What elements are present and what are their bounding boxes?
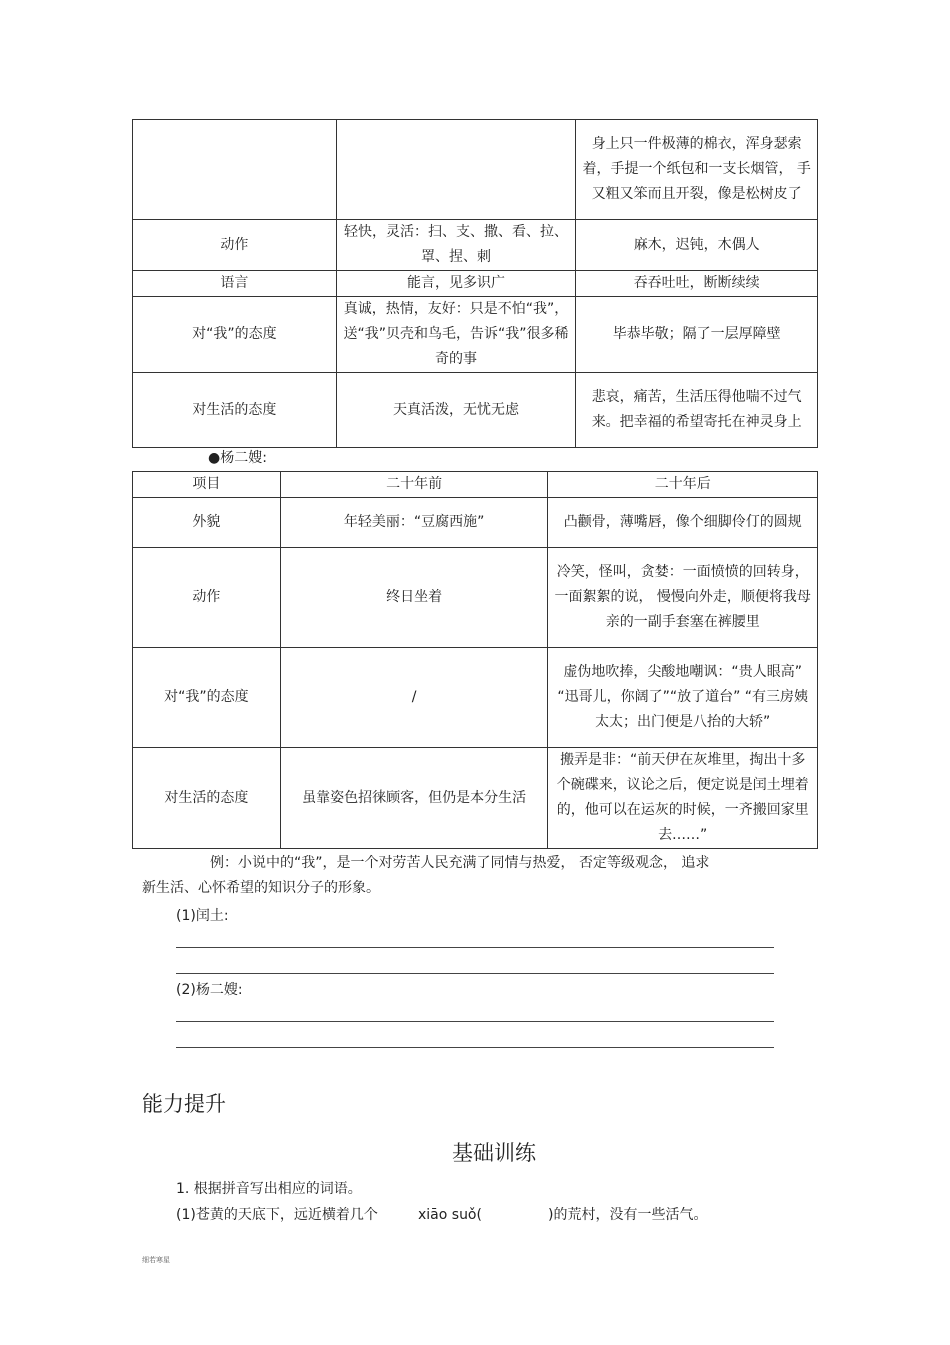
question-1-label: (1)闰土: [176, 908, 229, 924]
before-cell [336, 120, 576, 220]
row-label: 外貌 [133, 498, 281, 548]
after-cell: 搬弄是非：“前天伊在灰堆里，掏出十多个碗碟来，议论之后，便定说是闰土埋着的，他可以在运灰的时候，一齐搬回家里去……” [548, 748, 818, 849]
before-cell: 能言，见多识广 [336, 271, 576, 297]
before-cell: 年轻美丽：“豆腐西施” [280, 498, 548, 548]
footer-text: 细若寒星 [142, 1256, 170, 1264]
row-label: 对生活的态度 [133, 373, 337, 448]
after-cell: 吞吞吐吐，断断续续 [576, 271, 818, 297]
table-row [133, 373, 818, 448]
table-row [133, 748, 818, 849]
row-label: 对生活的态度 [133, 748, 281, 849]
table-row [133, 271, 818, 297]
after-cell: 身上只一件极薄的棉衣，浑身瑟索着，手提一个纸包和一支长烟管， 手又粗又笨而且开裂，像是松树皮了 [576, 120, 818, 220]
table-row [133, 120, 818, 220]
answer-lines-2[interactable] [176, 996, 774, 1048]
after-cell: 悲哀，痛苦，生活压得他喘不过气来。把幸福的希望寄托在神灵身上 [576, 373, 818, 448]
yang-heading: ●杨二嫂: [208, 450, 267, 466]
task-instruction: 1. 根据拼音写出相应的词语。 [176, 1181, 362, 1197]
after-cell: 毕恭毕敬；隔了一层厚障壁 [576, 297, 818, 373]
row-label: 动作 [133, 220, 337, 271]
header-after: 二十年后 [548, 472, 818, 498]
before-cell: / [280, 648, 548, 748]
question-2-label: (2)杨二嫂: [176, 982, 243, 998]
example-line-1: 例：小说中的“我”，是一个对劳苦人民充满了同情与热爱， 否定等级观念， 追求 [210, 855, 710, 871]
row-label: 对“我”的态度 [133, 297, 337, 373]
after-cell: 虚伪地吹捧，尖酸地嘲讽：“贵人眼高” “迅哥儿，你阔了”“放了道台” “有三房姨太太；出门便是八抬的大轿” [548, 648, 818, 748]
row-label: 语言 [133, 271, 337, 297]
yang-table [132, 471, 818, 849]
task-item-1-prefix: (1)苍黄的天底下，远近横着几个 [176, 1207, 378, 1223]
after-cell: 凸颧骨，薄嘴唇，像个细脚伶仃的圆规 [548, 498, 818, 548]
row-label: 对“我”的态度 [133, 648, 281, 748]
before-cell: 天真活泼，无忧无虑 [336, 373, 576, 448]
table-row [133, 548, 818, 648]
sub-title: 基础训练 [452, 1141, 536, 1165]
example-line-2: 新生活、心怀希望的知识分子的形象。 [142, 880, 380, 896]
answer-lines-1[interactable] [176, 922, 774, 974]
task-item-1-suffix: )的荒村，没有一些活气。 [548, 1207, 708, 1223]
after-cell: 冷笑，怪叫，贪婪：一面愤愤的回转身， 一面絮絮的说， 慢慢向外走，顺便将我母亲的一副手套塞在裤腰里 [548, 548, 818, 648]
before-cell: 终日坐着 [280, 548, 548, 648]
table-header-row [133, 472, 818, 498]
before-cell: 真诚，热情，友好：只是不怕“我”， 送“我”贝壳和鸟毛，告诉“我”很多稀奇的事 [336, 297, 576, 373]
row-label: 动作 [133, 548, 281, 648]
task-item-1-pinyin: xiāo suǒ( [418, 1207, 482, 1223]
table-row [133, 220, 818, 271]
header-before: 二十年前 [280, 472, 548, 498]
table-row [133, 297, 818, 373]
runtu-table [132, 119, 818, 448]
header-item: 项目 [133, 472, 281, 498]
section-title: 能力提升 [142, 1092, 226, 1116]
after-cell: 麻木，迟钝，木偶人 [576, 220, 818, 271]
before-cell: 虽靠姿色招徕顾客，但仍是本分生活 [280, 748, 548, 849]
table-row [133, 498, 818, 548]
row-label [133, 120, 337, 220]
table-row [133, 648, 818, 748]
before-cell: 轻快，灵活：扫、支、撒、看、拉、罩、捏、刺 [336, 220, 576, 271]
